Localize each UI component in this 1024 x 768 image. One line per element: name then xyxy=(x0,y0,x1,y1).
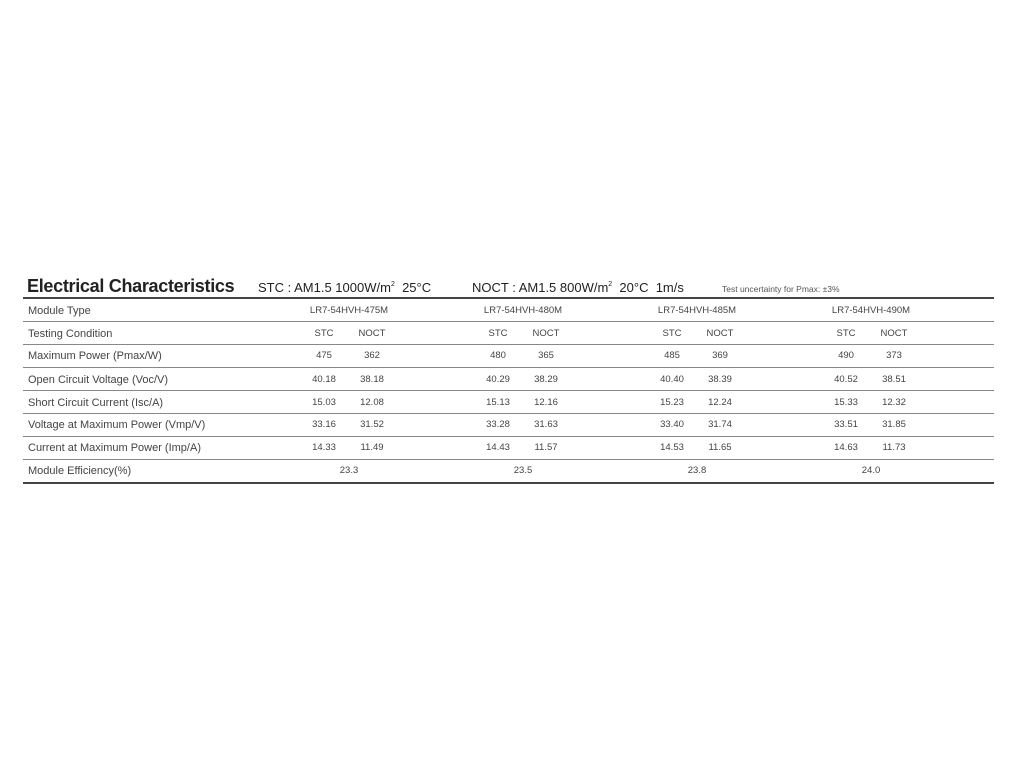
row-label-vmp: Voltage at Maximum Power (Vmp/V) xyxy=(28,419,206,431)
voc-noct: 38.29 xyxy=(534,374,558,385)
imp-stc: 14.33 xyxy=(312,442,336,453)
pmax-stc: 485 xyxy=(664,350,680,361)
row-label-isc: Short Circuit Current (Isc/A) xyxy=(28,397,164,409)
row-label-imp: Current at Maximum Power (Imp/A) xyxy=(28,442,201,454)
stc-header: STC xyxy=(314,328,334,339)
imp-noct: 11.73 xyxy=(882,442,906,453)
voc-stc: 40.40 xyxy=(660,374,684,385)
stc-sup: 2 xyxy=(390,281,395,288)
noct-rest: 20°C 1m/s xyxy=(612,280,684,295)
noct-condition xyxy=(472,280,684,295)
isc-stc: 15.23 xyxy=(660,397,684,408)
imp-stc: 14.43 xyxy=(486,442,510,453)
imp-stc: 14.53 xyxy=(660,442,684,453)
row-label-voc: Open Circuit Voltage (Voc/V) xyxy=(28,374,169,386)
noct-header: NOCT xyxy=(706,328,734,339)
voc-stc: 40.18 xyxy=(312,374,336,385)
imp-stc: 14.63 xyxy=(834,442,858,453)
stc-condition xyxy=(258,280,431,295)
isc-noct: 12.32 xyxy=(882,397,906,408)
stc-label: STC : AM1.5 1000W/m xyxy=(258,280,391,295)
model-name: LR7-54HVH-485M xyxy=(657,305,737,316)
pmax-stc: 490 xyxy=(838,350,854,361)
uncertainty-note: Test uncertainty for Pmax: ±3% xyxy=(722,284,840,294)
table-bottom-rule xyxy=(23,482,994,484)
efficiency-value: 23.5 xyxy=(513,465,533,476)
isc-stc: 15.33 xyxy=(834,397,858,408)
imp-noct: 11.65 xyxy=(708,442,732,453)
vmp-noct: 31.74 xyxy=(708,419,732,430)
row-divider xyxy=(23,413,994,414)
section-title: Electrical Characteristics xyxy=(27,276,235,296)
row-divider xyxy=(23,459,994,460)
stc-header: STC xyxy=(836,328,856,339)
stc-temp: 25°C xyxy=(394,280,432,295)
voc-noct: 38.39 xyxy=(708,374,732,385)
efficiency-value: 24.0 xyxy=(861,465,881,476)
model-name: LR7-54HVH-480M xyxy=(483,305,563,316)
noct-label: NOCT : AM1.5 800W/m xyxy=(472,280,609,295)
pmax-noct: 369 xyxy=(712,350,728,361)
row-label-efficiency: Module Efficiency(%) xyxy=(28,465,132,477)
vmp-stc: 33.28 xyxy=(486,419,510,430)
pmax-noct: 362 xyxy=(364,350,380,361)
vmp-stc: 33.40 xyxy=(660,419,684,430)
imp-noct: 11.57 xyxy=(534,442,558,453)
pmax-noct: 373 xyxy=(886,350,902,361)
pmax-stc: 480 xyxy=(490,350,506,361)
vmp-stc: 33.51 xyxy=(834,419,858,430)
row-divider xyxy=(23,367,994,368)
model-name: LR7-54HVH-475M xyxy=(309,305,389,316)
row-label-max-power: Maximum Power (Pmax/W) xyxy=(28,350,162,362)
noct-sup: 2 xyxy=(608,281,613,288)
table-top-rule xyxy=(23,297,994,299)
row-label-testing-condition: Testing Condition xyxy=(28,328,113,340)
section-header xyxy=(27,278,994,298)
vmp-noct: 31.85 xyxy=(882,419,906,430)
isc-noct: 12.16 xyxy=(534,397,558,408)
pmax-noct: 365 xyxy=(538,350,554,361)
voc-stc: 40.29 xyxy=(486,374,510,385)
noct-header: NOCT xyxy=(532,328,560,339)
stc-header: STC xyxy=(662,328,682,339)
model-name: LR7-54HVH-490M xyxy=(831,305,911,316)
vmp-noct: 31.52 xyxy=(360,419,384,430)
voc-noct: 38.18 xyxy=(360,374,384,385)
vmp-stc: 33.16 xyxy=(312,419,336,430)
efficiency-value: 23.3 xyxy=(339,465,359,476)
voc-noct: 38.51 xyxy=(882,374,906,385)
efficiency-value: 23.8 xyxy=(687,465,707,476)
vmp-noct: 31.63 xyxy=(534,419,558,430)
noct-header: NOCT xyxy=(880,328,908,339)
row-divider xyxy=(23,436,994,437)
row-label-module-type: Module Type xyxy=(28,305,91,317)
stc-header: STC xyxy=(488,328,508,339)
row-divider xyxy=(23,390,994,391)
isc-stc: 15.13 xyxy=(486,397,510,408)
imp-noct: 11.49 xyxy=(360,442,384,453)
pmax-stc: 475 xyxy=(316,350,332,361)
row-divider xyxy=(23,321,994,322)
noct-header: NOCT xyxy=(358,328,386,339)
row-divider xyxy=(23,344,994,345)
isc-noct: 12.08 xyxy=(360,397,384,408)
isc-stc: 15.03 xyxy=(312,397,336,408)
isc-noct: 12.24 xyxy=(708,397,732,408)
voc-stc: 40.52 xyxy=(834,374,858,385)
